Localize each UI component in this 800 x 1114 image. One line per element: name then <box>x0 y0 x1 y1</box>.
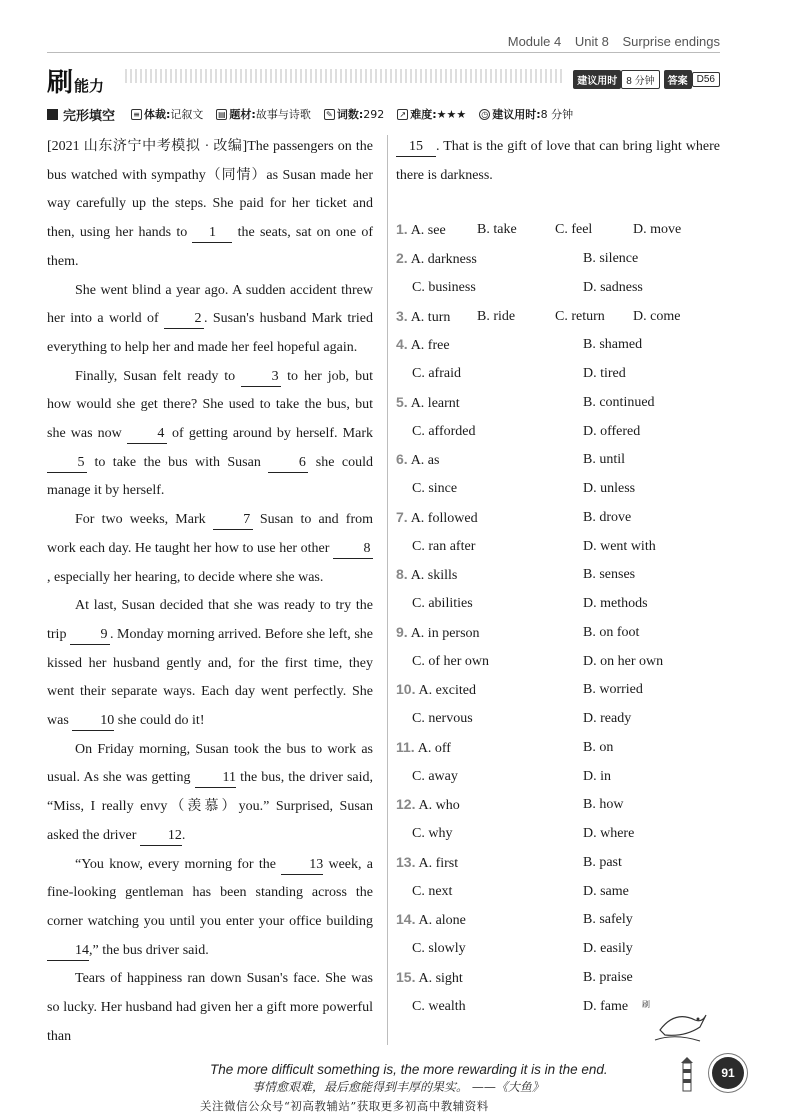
question-row <box>396 561 720 590</box>
option-b: B. how <box>583 797 624 813</box>
footer-quote-en: The more difficult something is, the more rewarding it is in the end. <box>210 1062 608 1077</box>
question-row-continued <box>396 935 720 964</box>
question-options <box>396 216 720 1021</box>
passage-paragraph-3: Finally, Susan felt ready to 3 to her job, but how would she get there? She used to take the bus, but she was now 4 of getting around by herself. Mark 5 to take the bus with Susan 6 she could manage it by herself. <box>47 368 374 499</box>
passage-paragraph-8: Tears of happiness ran down Susan's face. She was so lucky. Her husband had given her a gift more powerful than <box>47 971 373 1044</box>
option-d: D. fame <box>583 998 629 1014</box>
option-d: D. went with <box>583 538 656 554</box>
blank-5: 5 <box>47 454 87 473</box>
unit-label: Unit 8 <box>574 34 609 49</box>
option-d: D. in <box>583 768 611 784</box>
passage-continued-text: 15 . That is the gift of love that can bring light where there is darkness. <box>396 139 720 183</box>
question-row <box>396 791 720 820</box>
option-c: C. wealth <box>412 998 466 1014</box>
option-a: 13. A. first <box>396 853 459 871</box>
passage-left-column <box>47 133 373 1052</box>
passage-source: [2021 山东济宁中考模拟 · 改编] <box>47 139 248 154</box>
question-row-continued <box>396 475 720 504</box>
header-module-info <box>498 34 720 49</box>
option-b: B. silence <box>583 251 639 267</box>
passage-paragraph-4: For two weeks, Mark 7 Susan to and from work each day. He taught her how to use her other 8, especially her hearing, to decide where she was. <box>47 512 373 585</box>
bird-illustration-icon <box>640 995 710 1045</box>
clock-icon: ◷ <box>479 109 490 120</box>
question-row <box>396 619 720 648</box>
option-d: D. where <box>583 826 635 842</box>
option-d: D. sadness <box>583 279 643 295</box>
header-divider <box>47 52 720 53</box>
option-b: B. safely <box>583 912 633 928</box>
footer-wechat-note: 关注微信公众号“初高教辅站”获取更多初高中教辅资料 <box>200 1099 489 1113</box>
passage-right-continuation <box>396 133 720 190</box>
option-d: D. methods <box>583 596 648 612</box>
blank-2: 2 <box>164 310 204 329</box>
theme-meta: ▤ 题材: 故事与诗歌 <box>218 108 311 121</box>
option-a: 8. A. skills <box>396 566 458 584</box>
question-row <box>396 906 720 935</box>
blank-3: 3 <box>241 368 281 387</box>
meta-badges <box>573 70 720 89</box>
question-row <box>396 734 720 763</box>
option-b: B. shamed <box>583 337 643 353</box>
passage-paragraph-7: “You know, every morning for the 13 week, a fine-looking gentleman has been standing across the corner watching you until you enter your office building 14,” the bus driver said. <box>47 851 373 966</box>
question-row <box>396 849 720 878</box>
option-c: C. afraid <box>412 366 461 382</box>
blank-7: 7 <box>213 511 253 530</box>
option-c: C. return <box>555 308 605 324</box>
option-b: B. past <box>583 854 622 870</box>
blank-15: 15 <box>396 138 436 157</box>
document-icon: ≡ <box>131 109 142 120</box>
option-c: C. nervous <box>412 711 473 727</box>
option-b: B. on foot <box>583 624 640 640</box>
option-d: D. unless <box>583 481 636 497</box>
blank-12: 12 <box>140 827 182 846</box>
brand-small-text: 能力 <box>74 77 105 95</box>
time-badge-label: 建议用时 <box>573 70 621 89</box>
brand-title <box>47 62 104 99</box>
option-a: 11. A. off <box>396 738 451 756</box>
question-row <box>396 389 720 418</box>
question-row <box>396 302 720 331</box>
question-row <box>396 964 720 993</box>
option-a: 14. A. alone <box>396 911 466 929</box>
answer-badge-label: 答案 <box>664 70 692 89</box>
option-b: B. praise <box>583 969 633 985</box>
option-a: 6. A. as <box>396 451 440 469</box>
section-bar <box>47 104 720 124</box>
pen-icon: ✎ <box>324 109 335 120</box>
blank-8: 8 <box>333 540 373 559</box>
option-c: C. why <box>412 826 453 842</box>
module-label: Module 4 <box>507 34 562 49</box>
option-c: C. afforded <box>412 423 476 439</box>
genre-meta: ≡ 体裁: 记叙文 <box>131 106 203 122</box>
question-row-continued <box>396 532 720 561</box>
blank-14: 14 <box>47 942 89 961</box>
option-a: 3. A. turn <box>396 307 451 325</box>
option-a: 2. A. darkness <box>396 250 477 268</box>
question-row <box>396 216 720 245</box>
option-d: D. ready <box>583 711 632 727</box>
option-c: C. of her own <box>412 653 489 669</box>
option-a: 4. A. free <box>396 336 450 354</box>
passage-paragraph-5: At last, Susan decided that she was ready to try the trip 9 . Monday morning arrived. Before she left, she kissed her husband gently and, for the first time, they went their separate ways. Each day went perfectly. She was 10 she could do it! <box>47 592 373 736</box>
section-title: 完形填空 <box>63 108 116 124</box>
option-d: D. come <box>633 308 681 324</box>
option-a: 9. A. in person <box>396 623 480 641</box>
passage-paragraph-1: [2021 山东济宁中考模拟 · 改编]The passengers on the bus watched with sympathy（同情）as Susan made her way carefully up the steps. She paid for her ticket and then, using her hands to 1 the seats, sat on one of them. <box>47 139 373 269</box>
time-badge-value: 8 分钟 <box>621 70 659 89</box>
option-d: D. move <box>633 222 682 238</box>
option-b: B. take <box>477 222 517 238</box>
answer-badge-value: D56 <box>692 72 720 87</box>
column-divider <box>387 135 388 1045</box>
book-icon: ▤ <box>218 109 226 119</box>
option-d: D. easily <box>583 941 633 957</box>
question-row-continued <box>396 360 720 389</box>
option-d: D. offered <box>583 423 641 439</box>
chart-icon: ↗ <box>397 109 408 120</box>
option-d: D. same <box>583 883 629 899</box>
topic-label: Surprise endings <box>622 34 720 49</box>
option-b: B. drove <box>583 509 632 525</box>
blank-13: 13 <box>281 856 323 875</box>
option-b: B. continued <box>583 394 655 410</box>
option-b: B. worried <box>583 682 643 698</box>
decorative-stripe <box>125 69 565 83</box>
question-row <box>396 504 720 533</box>
blank-11: 11 <box>195 769 236 788</box>
option-d: D. tired <box>583 366 626 382</box>
blank-1: 1 <box>192 224 232 243</box>
option-b: B. on <box>583 739 614 755</box>
page-number: 91 <box>712 1057 744 1089</box>
difficulty-meta: ↗ 难度: ★★★ <box>397 106 466 122</box>
svg-text:刷: 刷 <box>642 1000 650 1009</box>
option-d: D. on her own <box>583 653 664 669</box>
option-c: C. feel <box>555 222 593 238</box>
option-c: C. since <box>412 481 458 497</box>
option-c: C. abilities <box>412 596 473 612</box>
question-row-continued <box>396 417 720 446</box>
question-row-continued <box>396 590 720 619</box>
words-meta: ✎ 词数: 292 <box>324 106 384 122</box>
question-row <box>396 676 720 705</box>
option-b: B. ride <box>477 308 516 324</box>
option-c: C. ran after <box>412 538 476 554</box>
question-row-continued <box>396 705 720 734</box>
option-a: 12. A. who <box>396 796 460 814</box>
option-a: 10. A. excited <box>396 681 476 699</box>
option-c: C. business <box>412 279 476 295</box>
passage-paragraph-2: She went blind a year ago. A sudden accident threw her into a world of 2 . Susan's husband Mark tried everything to help her and made her feel hopeful again. <box>47 282 373 355</box>
question-row-continued <box>396 274 720 303</box>
time-badge <box>573 70 659 89</box>
brand-big-char: 刷 <box>47 68 74 98</box>
time-meta: ◷ 建议用时: 8 分钟 <box>481 108 574 121</box>
option-c: C. away <box>412 768 458 784</box>
footer-quote-cn: 事情愈艰难，最后愈能得到丰厚的果实。 ——《大鱼》 <box>252 1080 544 1094</box>
question-row-continued <box>396 877 720 906</box>
option-a: 7. A. followed <box>396 508 478 526</box>
section-square-icon <box>47 109 58 120</box>
question-row <box>396 331 720 360</box>
option-c: C. next <box>412 883 453 899</box>
blank-9: 9 <box>70 626 110 645</box>
passage-paragraph-6: On Friday morning, Susan took the bus to work as usual. As she was getting 11 the bus, the driver said, “Miss, I really envy（羡慕）you.” Surprised, Susan asked the driver 12. <box>47 736 373 851</box>
blank-6: 6 <box>268 454 308 473</box>
option-a: 1. A. see <box>396 221 446 239</box>
option-a: 15. A. sight <box>396 968 463 986</box>
question-row-continued <box>396 647 720 676</box>
option-b: B. until <box>583 452 626 468</box>
option-c: C. slowly <box>412 941 466 957</box>
answer-badge <box>664 70 720 89</box>
question-row-continued <box>396 762 720 791</box>
blank-4: 4 <box>127 425 167 444</box>
question-row-continued <box>396 820 720 849</box>
question-row <box>396 245 720 274</box>
question-row <box>396 446 720 475</box>
option-b: B. senses <box>583 567 636 583</box>
blank-10: 10 <box>72 712 114 731</box>
option-a: 5. A. learnt <box>396 393 460 411</box>
lighthouse-icon <box>672 1055 702 1095</box>
